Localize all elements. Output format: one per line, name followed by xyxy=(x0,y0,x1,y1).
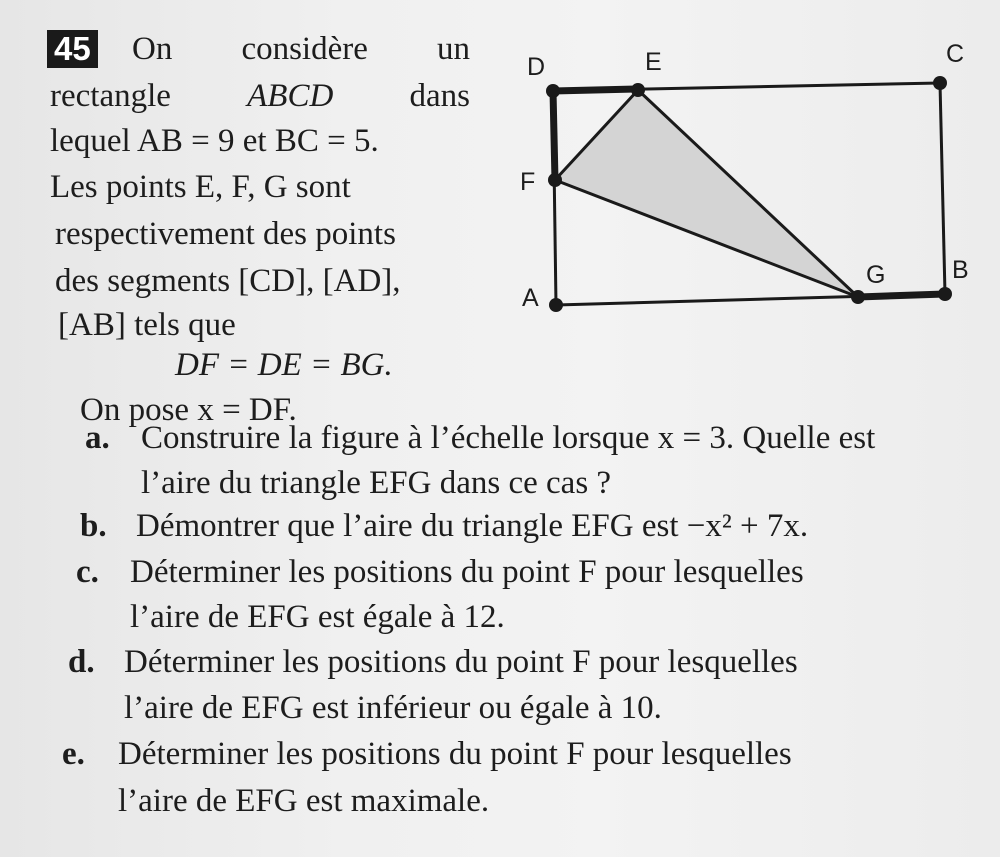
question-d-letter: d. xyxy=(68,644,95,680)
question-b-line-1: Démontrer que l’aire du triangle EFG est −x² + 7x. xyxy=(136,508,809,544)
point-c xyxy=(933,76,947,90)
intro-line-7: [AB] tels que xyxy=(58,307,236,343)
question-d-line-2: l’aire de EFG est inférieur ou égale à 10. xyxy=(124,690,662,726)
point-f xyxy=(548,173,562,187)
label-b: B xyxy=(952,256,969,284)
label-g: G xyxy=(866,261,886,289)
side-cb xyxy=(940,83,945,294)
point-b xyxy=(938,287,952,301)
question-e-letter: e. xyxy=(62,736,85,772)
triangle-efg xyxy=(555,91,858,297)
intro-word: un xyxy=(436,31,470,67)
intro-line-6: des segments [CD], [AD], xyxy=(55,263,401,299)
label-d: D xyxy=(527,53,546,81)
intro-line-3: lequel AB = 9 et BC = 5. xyxy=(50,123,379,159)
question-e-line-2: l’aire de EFG est maximale. xyxy=(118,783,490,819)
question-c-line-1: Déterminer les positions du point F pour lesquelles xyxy=(130,554,804,590)
label-e: E xyxy=(645,48,662,76)
label-f: F xyxy=(520,168,536,196)
intro-word: rectangle xyxy=(50,78,171,114)
intro-word: ABCD xyxy=(247,78,334,114)
question-a-line-2: l’aire du triangle EFG dans ce cas ? xyxy=(141,465,612,501)
label-c: C xyxy=(946,40,965,68)
intro-line-5: respectivement des points xyxy=(55,216,396,252)
pose-statement: On pose x = DF. xyxy=(80,392,297,428)
point-e xyxy=(631,83,645,97)
intro-line-4: Les points E, F, G sont xyxy=(50,169,351,205)
exercise-number-badge: 45 xyxy=(47,30,98,68)
question-b-letter: b. xyxy=(80,508,107,544)
question-c-line-2: l’aire de EFG est égale à 12. xyxy=(130,599,505,635)
segment-gb xyxy=(858,294,945,297)
intro-word: dans xyxy=(409,78,470,114)
intro-word: considère xyxy=(241,31,368,67)
condition-equation: DF = DE = BG. xyxy=(175,347,393,383)
question-a-line-1: Construire la figure à l’échelle lorsque x = 3. Quelle est xyxy=(141,420,876,456)
label-a: A xyxy=(522,284,539,312)
question-e-line-1: Déterminer les positions du point F pour lesquelles xyxy=(118,736,792,772)
point-a xyxy=(549,298,563,312)
intro-word: On xyxy=(132,31,173,67)
point-d xyxy=(546,84,560,98)
point-g xyxy=(851,290,865,304)
segment-df xyxy=(553,91,555,180)
question-d-line-1: Déterminer les positions du point F pour lesquelles xyxy=(124,644,798,680)
question-c-letter: c. xyxy=(76,554,99,590)
question-a-letter: a. xyxy=(85,420,110,456)
segment-de xyxy=(553,89,638,91)
